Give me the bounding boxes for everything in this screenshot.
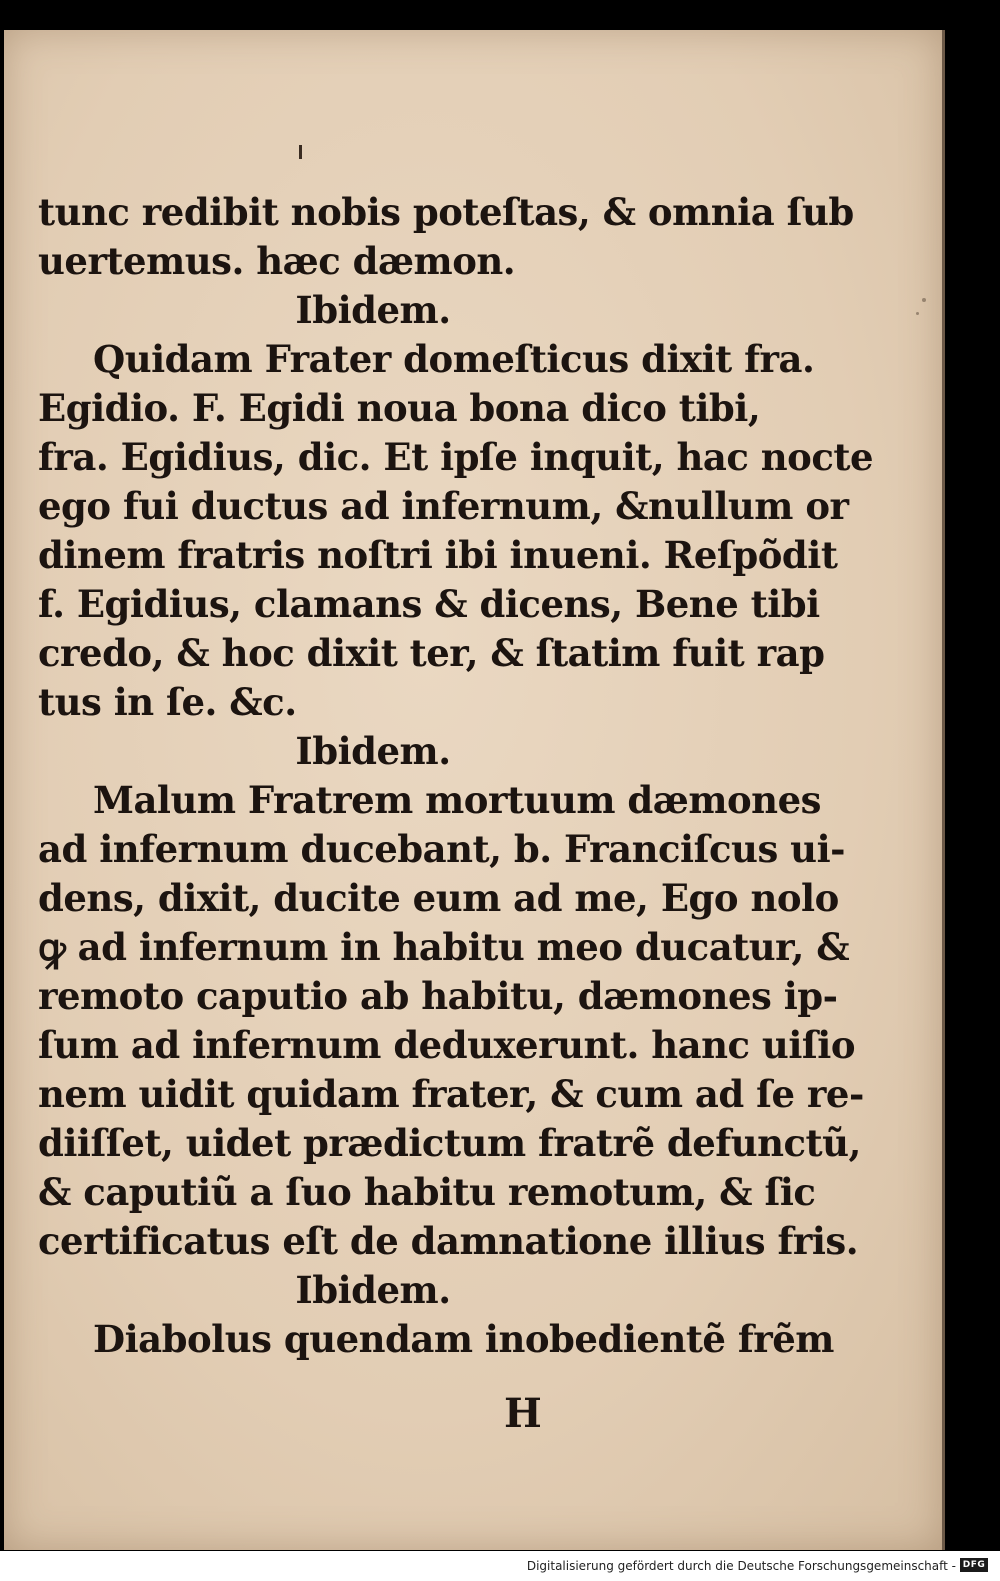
signature-mark: H [504, 1390, 542, 1437]
text-line: remoto caputio ab habitu, dæmones ip- [38, 974, 838, 1018]
text-line: f. Egidius, clamans & dicens, Bene tibi [38, 582, 820, 626]
text-line: ego fui ductus ad infernum, &nullum or [38, 484, 849, 528]
text-line: ſum ad infernum deduxerunt. hanc uiſio [38, 1023, 856, 1067]
text-line: Quidam Frater domeſticus dixit fra. [93, 337, 815, 381]
text-line: nem uidit quidam frater, & cum ad ſe re- [38, 1072, 864, 1116]
text-line: dinem fratris noſtri ibi inueni. Reſpõdit [38, 533, 838, 577]
footer-bar [0, 1551, 1000, 1581]
text-line: certificatus eſt de damnatione illius fris. [38, 1219, 859, 1263]
dfg-logo-icon: DFG [960, 1558, 988, 1572]
page-text [38, 188, 874, 1364]
text-line: tus in ſe. &c. [38, 680, 297, 724]
text-line: Malum Fratrem mortuum dæmones [93, 778, 821, 822]
section-heading: Ibidem. [295, 1268, 451, 1312]
footer-credit: Digitalisierung gefördert durch die Deutsche Forschungsgemeinschaft - [526, 1559, 956, 1573]
paper-speck [916, 312, 919, 315]
ink-mark [299, 145, 302, 159]
text-line: ꝙ ad infernum in habitu meo ducatur, & [38, 925, 850, 969]
text-line: ad infernum ducebant, b. Franciſcus ui- [38, 827, 845, 871]
text-line: dens, dixit, ducite eum ad me, Ego nolo [38, 876, 839, 920]
paper-speck [922, 298, 926, 302]
text-line: & caputiũ a ſuo habitu remotum, & ſic [38, 1170, 816, 1214]
text-line: Egidio. F. Egidi noua bona dico tibi, [38, 386, 761, 430]
text-line: credo, & hoc dixit ter, & ſtatim fuit rap [38, 631, 825, 675]
section-heading: Ibidem. [295, 288, 451, 332]
text-line: tunc redibit nobis poteſtas, & omnia ſub [38, 190, 854, 234]
text-line: uertemus. hæc dæmon. [38, 239, 516, 283]
section-heading: Ibidem. [295, 729, 451, 773]
text-line: Diabolus quendam inobedientẽ frẽm [93, 1317, 834, 1361]
text-line: fra. Egidius, dic. Et ipſe inquit, hac nocte [38, 435, 874, 479]
text-line: diiſſet, uidet prædictum fratrẽ defunctũ, [38, 1121, 861, 1165]
book-page [4, 30, 945, 1550]
